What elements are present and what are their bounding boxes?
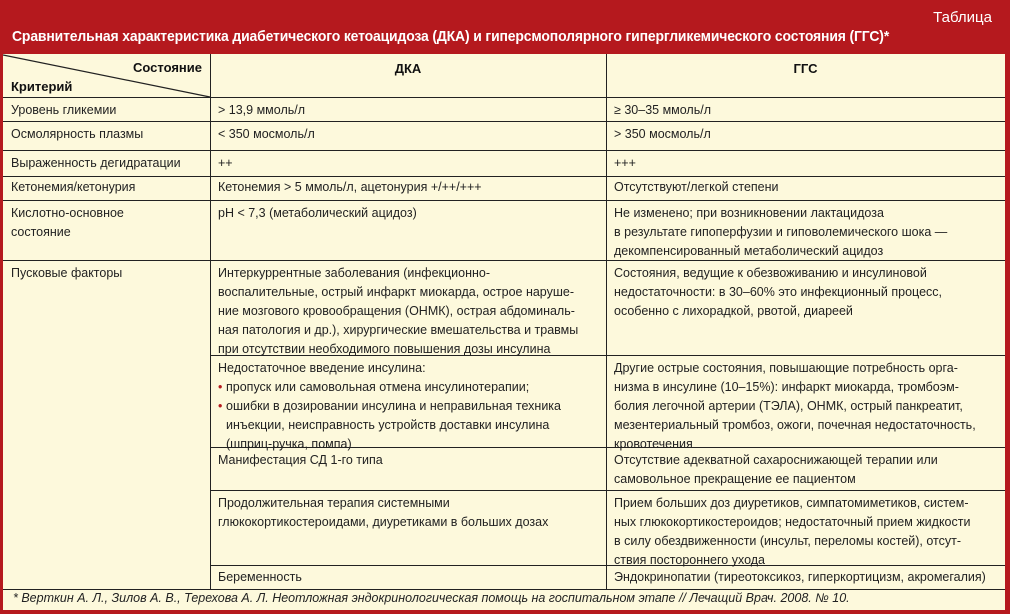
criterion-cell: Кетонемия/кетонурия (11, 180, 136, 194)
criterion-cell: Кислотно-основное состояние (11, 206, 124, 239)
ggs-cell: Другие острые состояния, повышающие потребность орга- низма в инсулине (10–15%): инфаркт миокарда, тромбоэм- болия легочной артерии (ТЭЛА), ОНМК, острый панкреатит, мезентериальный тромбоз, ожоги, почечная недостаточность, кровотечения (614, 361, 976, 451)
bullet-item: • ошибки в дозировании инсулина и неправильная техника инъекции, неисправность устройств доставки инсулина (шприц-ручка, помпа) (218, 397, 598, 454)
dka-cell: Кетонемия > 5 ммоль/л, ацетонурия +/++/+++ (218, 180, 482, 194)
ggs-cell: Состояния, ведущие к обезвоживанию и инсулиновой недостаточности: в 30–60% это инфекционный процесс, особенно с лихорадкой, рвотой, диареей (614, 266, 942, 318)
ggs-cell: Прием больших доз диуретиков, симпатомиметиков, систем- ных глюкокортикостероидов; недостаточный прием жидкости в силу обездвиженности (инсульт, переломы костей), отсут- ствия постороннего ухода (614, 496, 971, 567)
dka-cell: < 350 мосмоль/л (218, 127, 315, 141)
dka-cell: Беременность (218, 570, 302, 584)
ggs-cell: Не изменено; при возникновении лактацидоза в результате гипоперфузии и гиповолемического шока — декомпенсированный метаболический ацидоз (614, 206, 948, 258)
bullet-icon: • (218, 399, 223, 413)
bullet-item: • пропуск или самовольная отмена инсулинотерапии; (218, 378, 598, 397)
ggs-cell: Отсутствуют/легкой степени (614, 180, 779, 194)
criterion-cell: Выраженность дегидратации (11, 156, 181, 170)
dka-cell: Манифестация СД 1-го типа (218, 453, 383, 467)
criterion-cell-triggers: Пусковые факторы (11, 266, 123, 280)
dka-cell: > 13,9 ммоль/л (218, 103, 306, 117)
ggs-cell: Эндокринопатии (тиреотоксикоз, гиперкортицизм, акромегалия) (614, 570, 986, 584)
dka-cell: ++ (218, 156, 233, 170)
corner-criterion-label: Критерий (11, 79, 73, 94)
footnote: * Верткин А. Л., Зилов А. В., Терехова А. Л. Неотложная эндокринологическая помощь на госпитальном этапе // Лечащий Врач. 2008. № 10. (13, 591, 850, 605)
dka-intro: Недостаточное введение инсулина: (218, 361, 426, 375)
criterion-cell: Уровень гликемии (11, 103, 117, 117)
table-label: Таблица (933, 9, 992, 26)
row-divider (3, 589, 1005, 590)
column-header-dka: ДКА (394, 61, 422, 76)
dka-cell: Интеркуррентные заболевания (инфекционно- воспалительные, острый инфаркт миокарда, острое наруше- ние мозгового кровообращения (ОНМК), острая абдоминаль- ная патология и др.), хирургические вмешательства и травмы при отсутствии необходимого повышения дозы инсулина (218, 266, 579, 356)
dka-cell: Продолжительная терапия системными глюкокортикостероидами, диуретиками в больших дозах (218, 496, 549, 529)
ggs-cell: +++ (614, 156, 636, 170)
table-title: Сравнительная характеристика диабетического кетоацидоза (ДКА) и гиперсмоп​олярного гипергликемического состояния (ГГС)* (12, 28, 890, 45)
corner-state-label: Состояние (132, 60, 202, 75)
ggs-cell: ≥ 30–35 ммоль/л (614, 103, 712, 117)
ggs-cell: > 350 мосмоль/л (614, 127, 711, 141)
ggs-cell: Отсутствие адекватной сахароснижающей терапии или самовольное прекращение ее пациентом (614, 453, 938, 486)
title-band (0, 0, 1010, 54)
dka-cell (210, 355, 606, 454)
dka-cell: pH < 7,3 (метаболический ацидоз) (218, 206, 417, 220)
criterion-cell: Осмолярность плазмы (11, 127, 144, 141)
column-header-ggs: ГГС (793, 61, 818, 76)
comparison-table (3, 54, 1005, 610)
bullet-icon: • (218, 380, 223, 394)
